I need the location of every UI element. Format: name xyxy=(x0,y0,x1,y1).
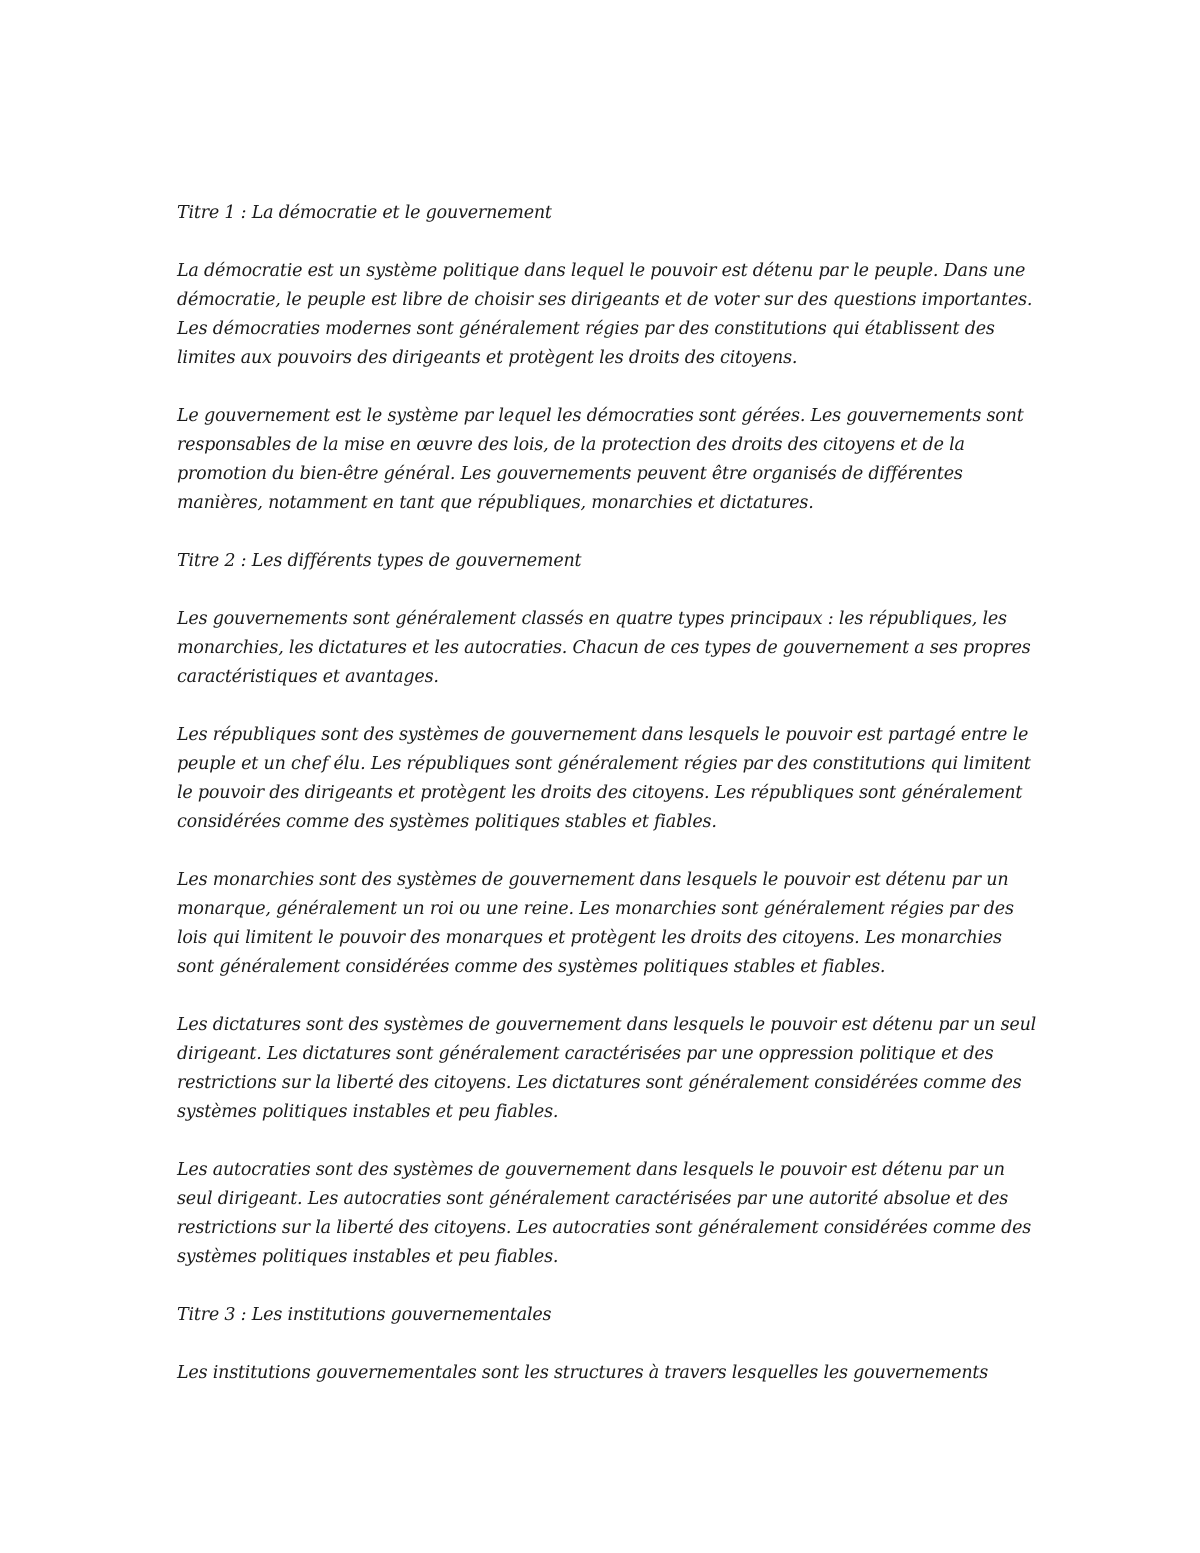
section-1-title: Titre 1 : La démocratie et le gouvernement xyxy=(177,203,552,223)
section-2-paragraph-3: Les monarchies sont des systèmes de gouvernement dans lesquels le pouvoir est détenu par un monarque, généralement un roi ou une reine. Les monarchies sont généralement régies par des lois qui limitent le pouvoir des monarques et protègent les droits des citoyens. Les monarchies sont généralement considérées comme des systèmes politiques stables et fiables. xyxy=(177,870,1014,977)
section-2-paragraph-4: Les dictatures sont des systèmes de gouvernement dans lesquels le pouvoir est détenu par un seul dirigeant. Les dictatures sont généralement caractérisées par une oppression politique et des restrictions sur la liberté des citoyens. Les dictatures sont généralement considérées comme des systèmes politiques instables et peu fiables. xyxy=(177,1015,1037,1122)
section-1-paragraph-2: Le gouvernement est le système par lequel les démocraties sont gérées. Les gouvernements sont responsables de la mise en œuvre des lois, de la protection des droits des citoyens et de la promotion du bien-être général. Les gouvernements peuvent être organisés de différentes manières, notamment en tant que républiques, monarchies et dictatures. xyxy=(177,406,1024,513)
section-3-paragraph-1: Les institutions gouvernementales sont les structures à travers lesquelles les gouvernements xyxy=(177,1363,989,1383)
section-2-title: Titre 2 : Les différents types de gouvernement xyxy=(177,551,582,571)
section-2-paragraph-5: Les autocraties sont des systèmes de gouvernement dans lesquels le pouvoir est détenu par un seul dirigeant. Les autocraties sont généralement caractérisées par une autorité absolue et des restrictions sur la liberté des citoyens. Les autocraties sont généralement considérées comme des systèmes politiques instables et peu fiables. xyxy=(177,1160,1032,1267)
section-2-paragraph-2: Les républiques sont des systèmes de gouvernement dans lesquels le pouvoir est partagé entre le peuple et un chef élu. Les républiques sont généralement régies par des constitutions qui limitent le pouvoir des dirigeants et protègent les droits des citoyens. Les républiques sont généralement considérées comme des systèmes politiques stables et fiables. xyxy=(177,725,1031,832)
section-1-paragraph-1: La démocratie est un système politique dans lequel le pouvoir est détenu par le peuple. Dans une démocratie, le peuple est libre de choisir ses dirigeants et de voter sur des questions importantes. Les démocraties modernes sont généralement régies par des constitutions qui établissent des limites aux pouvoirs des dirigeants et protègent les droits des citoyens. xyxy=(177,261,1033,368)
document-body xyxy=(177,199,1037,1417)
section-3-title: Titre 3 : Les institutions gouvernementales xyxy=(177,1305,552,1325)
section-2-paragraph-1: Les gouvernements sont généralement classés en quatre types principaux : les républiques, les monarchies, les dictatures et les autocraties. Chacun de ces types de gouvernement a ses propres caractéristiques et avantages. xyxy=(177,609,1031,687)
